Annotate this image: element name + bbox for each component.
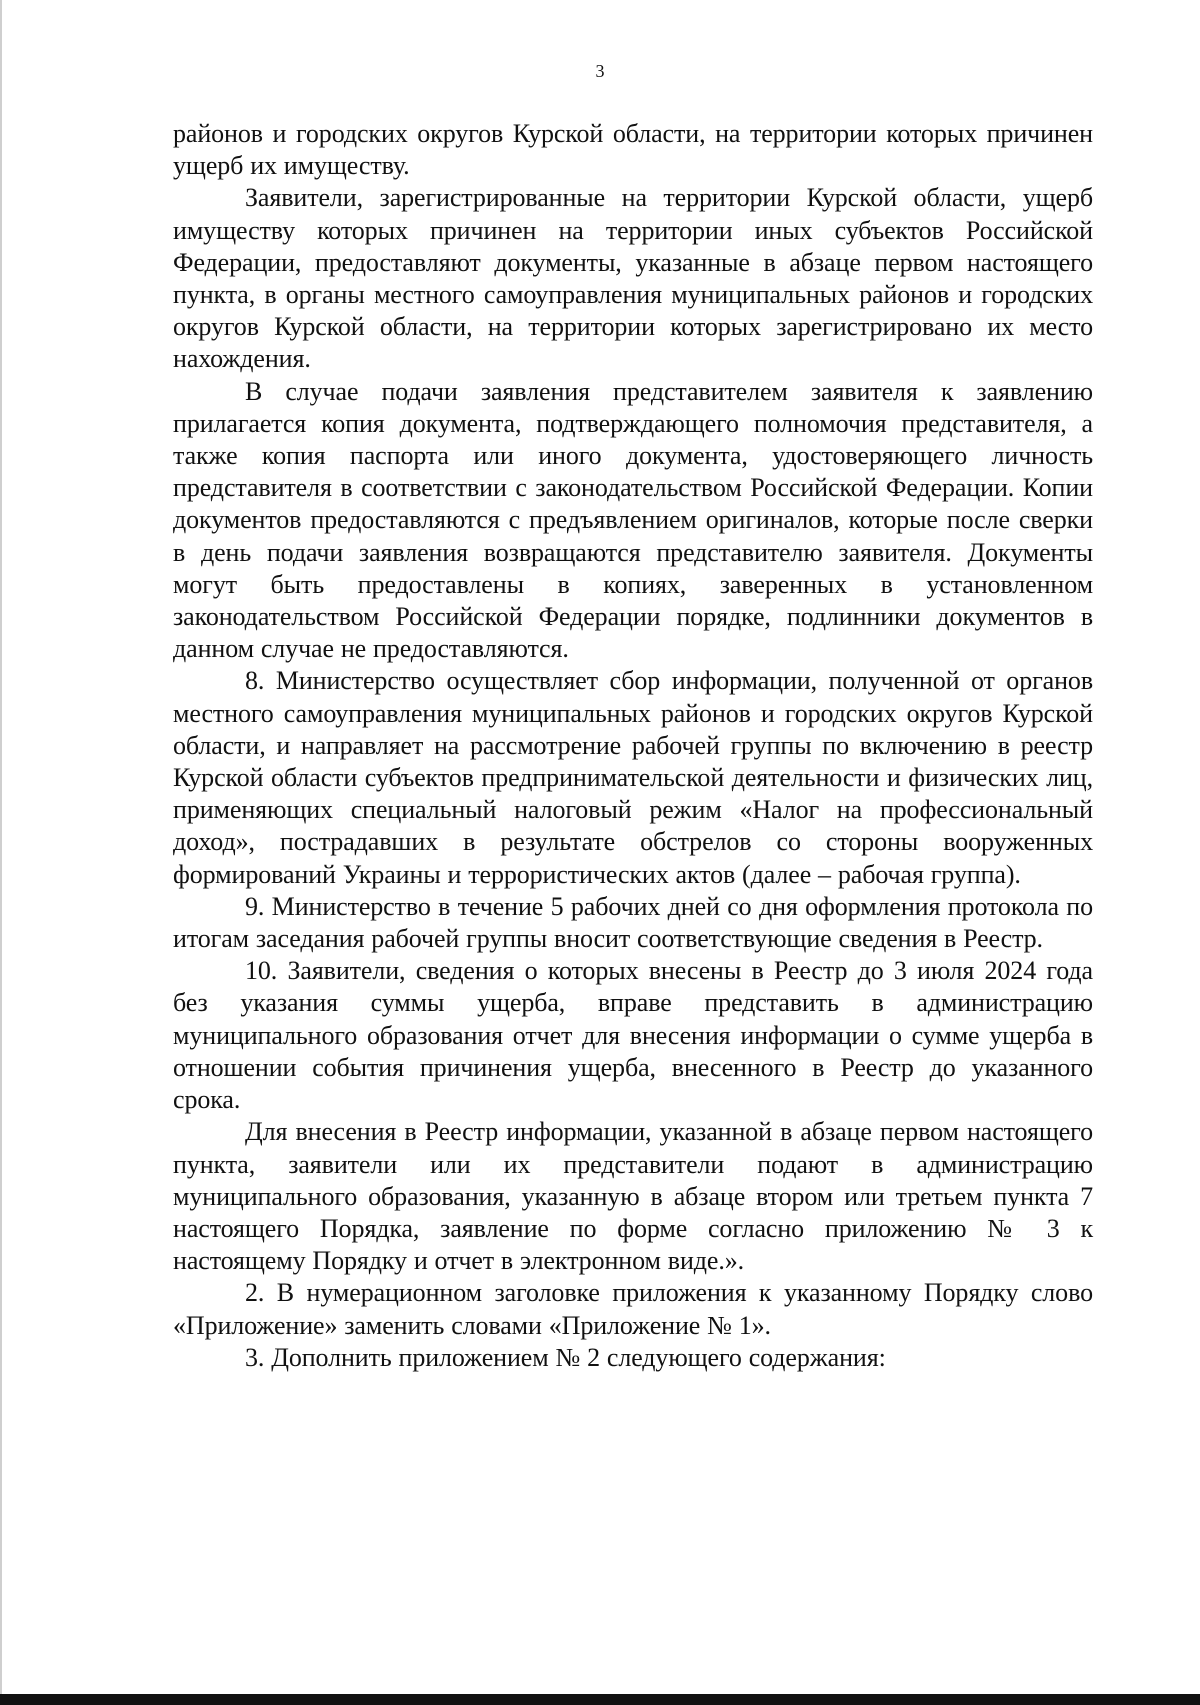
paragraph-item-9: 9. Министерство в течение 5 рабочих дней со дня оформления протокола по итогам заседания рабочей группы вносит соответствующие сведения в Реестр. bbox=[173, 891, 1093, 954]
document-body bbox=[173, 118, 1093, 1374]
paragraph-item-8: 8. Министерство осуществляет сбор информации, полученной от органов местного самоуправления муниципальных районов и городских округов Курской области, и направляет на рассмотрение рабочей группы по включению в реестр Курской области субъектов предпринимательской деятельности и физических лиц, применяющих специальный налоговый режим «Налог на профессиональный доход», пострадавших в результате обстрелов со стороны вооруженных формирований Украины и террористических актов (далее – рабочая группа). bbox=[173, 666, 1093, 889]
paragraph-applicants-other-regions: Заявители, зарегистрированные на территории Курской области, ущерб имуществу которых причинен на территории иных субъектов Российской Федерации, предоставляют документы, указанные в абзаце первом настоящего пункта, в органы местного самоуправления муниципальных районов и городских округов Курской области, на территории которых зарегистрировано их место нахождения. bbox=[173, 183, 1093, 374]
page-number: 3 bbox=[595, 61, 605, 81]
scan-left-edge bbox=[0, 0, 2, 1705]
paragraph-registry-submission: Для внесения в Реестр информации, указанной в абзаце первом настоящего пункта, заявители или их представители подают в администрацию муниципального образования, указанную в абзаце втором или третьем пункта 7 настоящего Порядка, заявление по форме согласно приложению № 3 к настоящему Порядку и отчет в электронном виде.». bbox=[173, 1117, 1093, 1276]
paragraph-amendment-2: 2. В нумерационном заголовке приложения к указанному Порядку слово «Приложение» заменить словами «Приложение № 1». bbox=[173, 1278, 1093, 1340]
paragraph-item-10: 10. Заявители, сведения о которых внесены в Реестр до 3 июля 2024 года без указания суммы ущерба, вправе представить в администрацию муниципального образования отчет для внесения информации о сумме ущерба в отношении события причинения ущерба, внесенного в Реестр до указанного срока. bbox=[173, 956, 1093, 1115]
paragraph-representative-documents: В случае подачи заявления представителем заявителя к заявлению прилагается копия документа, подтверждающего полномочия представителя, а также копия паспорта или иного документа, удостоверяющего личность представителя в соответствии с законодательством Российской Федерации. Копии документов предоставляются с предъявлением оригиналов, которые после сверки в день подачи заявления возвращаются представителю заявителя. Документы могут быть предоставлены в копиях, заверенных в установленном законодательством Российской Федерации порядке, подлинники документов в данном случае не предоставляются. bbox=[173, 376, 1093, 664]
scan-bottom-edge bbox=[0, 1694, 1200, 1705]
paragraph-amendment-3: 3. Дополнить приложением № 2 следующего содержания: bbox=[245, 1342, 886, 1372]
paragraph-continuation: районов и городских округов Курской области, на территории которых причинен ущерб их имуществу. bbox=[173, 119, 1093, 181]
